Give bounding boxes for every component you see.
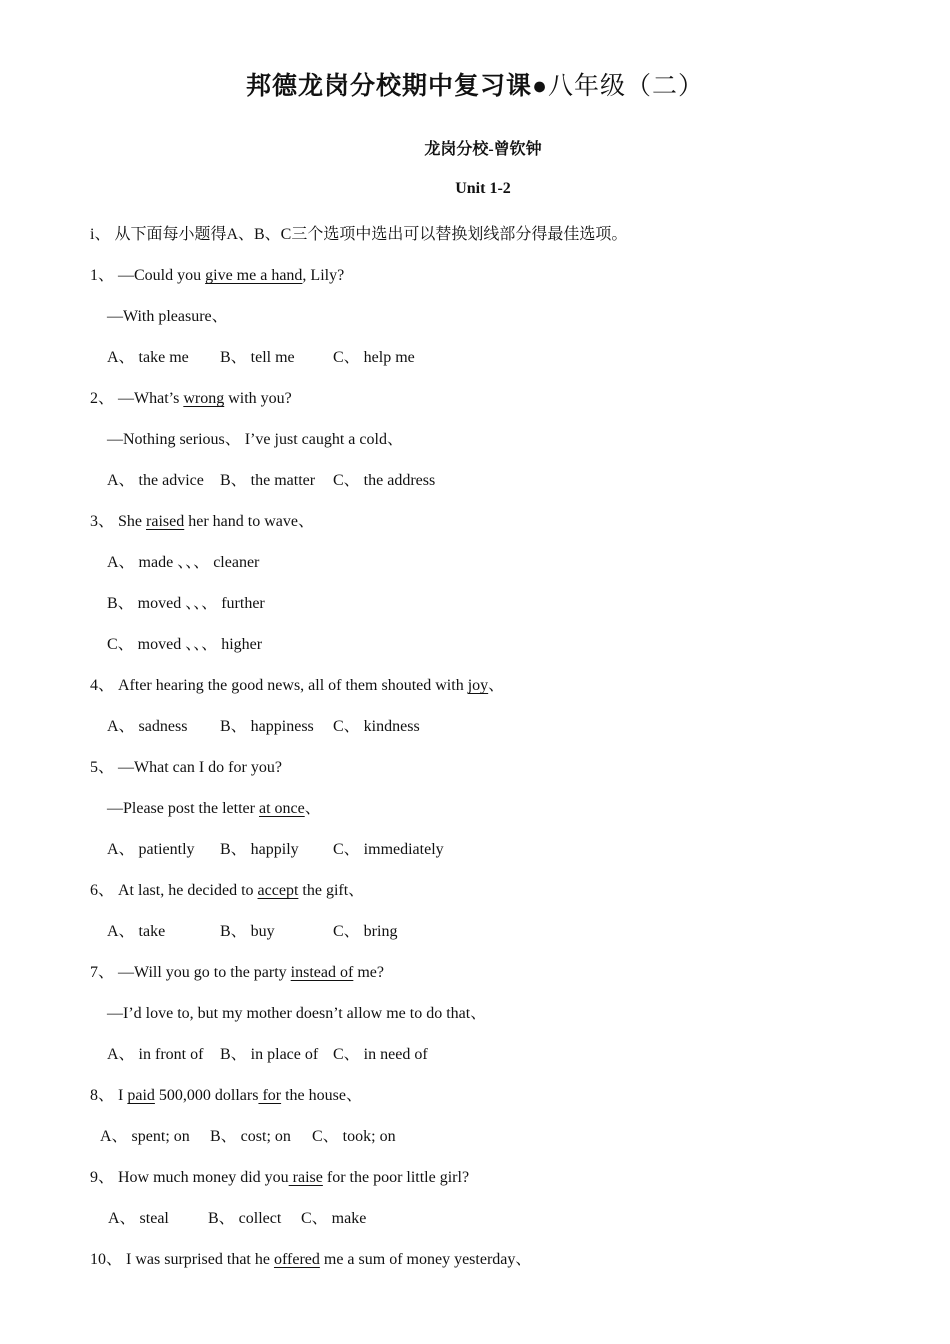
underlined-phrase: instead of <box>290 964 354 981</box>
title-main: 邦德龙岗分校期中复习课● <box>245 73 549 100</box>
question-2-reply: —Nothing serious、 I’ve just caught a cold、 <box>107 431 403 448</box>
option-b: B、 cost; on <box>210 1128 291 1145</box>
option-b: B、 buy <box>220 923 275 940</box>
option-c: C、 kindness <box>333 718 420 735</box>
option-b: B、 happily <box>220 841 299 858</box>
question-2: 2、 —What’s wrong with you? <box>90 390 292 407</box>
option-b: B、 happiness <box>220 718 314 735</box>
option-c: C、 took; on <box>312 1128 396 1145</box>
unit-heading: Unit 1-2 <box>455 180 511 197</box>
option-b: B、 tell me <box>220 349 295 366</box>
option-b: B、 collect <box>208 1210 282 1227</box>
page-title <box>0 66 950 102</box>
underlined-phrase: accept <box>257 882 299 899</box>
underlined-phrase: raise <box>288 1169 323 1186</box>
option-c: C、 help me <box>333 349 415 366</box>
instruction: i、 从下面每小题得A、B、C三个选项中选出可以替换划线部分得最佳选项。 <box>90 226 628 243</box>
question-5: 5、 —What can I do for you? <box>90 759 282 776</box>
question-1-reply: —With pleasure、 <box>107 308 228 325</box>
option-b: B、 the matter <box>220 472 316 489</box>
option-b: B、 in place of <box>220 1046 319 1063</box>
option-a: A、 spent; on <box>100 1128 190 1145</box>
underlined-phrase: wrong <box>183 390 225 407</box>
question-9: 9、 How much money did you raise for the poor little girl? <box>90 1169 470 1186</box>
question-7: 7、 —Will you go to the party instead of me? <box>90 964 384 981</box>
option-a: A、 patiently <box>107 841 195 858</box>
question-1: 1、 —Could you give me a hand, Lily? <box>90 267 345 284</box>
underlined-phrase: offered <box>273 1251 320 1268</box>
title-grade: 八年级（二） <box>548 73 705 100</box>
underlined-phrase: at once <box>258 800 305 817</box>
question-10: 10、 I was surprised that he offered me a sum of money yesterday、 <box>90 1251 532 1268</box>
question-3: 3、 She raised her hand to wave、 <box>90 513 314 530</box>
question-7-reply: —I’d love to, but my mother doesn’t allow me to do that、 <box>107 1005 487 1022</box>
option-a: A、 steal <box>108 1210 169 1227</box>
question-6: 6、 At last, he decided to accept the gift、 <box>90 882 365 899</box>
option-b: B、 moved 、、、 further <box>107 595 265 612</box>
underlined-phrase: give me a hand <box>205 267 303 284</box>
option-c: C、 moved 、、、 higher <box>107 636 263 653</box>
option-a: A、 in front of <box>107 1046 204 1063</box>
option-c: C、 immediately <box>333 841 444 858</box>
question-8: 8、 I paid 500,000 dollars for the house、 <box>90 1087 362 1104</box>
option-a: A、 the advice <box>107 472 204 489</box>
underlined-phrase: joy <box>467 677 489 694</box>
option-a: A、 take me <box>107 349 189 366</box>
option-a: A、 sadness <box>107 718 188 735</box>
underlined-phrase: for <box>258 1087 282 1104</box>
option-c: C、 in need of <box>333 1046 428 1063</box>
underlined-phrase: paid <box>127 1087 155 1104</box>
option-c: C、 make <box>301 1210 367 1227</box>
option-c: C、 the address <box>333 472 436 489</box>
question-4: 4、 After hearing the good news, all of them shouted with joy、 <box>90 677 505 694</box>
option-a: A、 take <box>107 923 166 940</box>
option-c: C、 bring <box>333 923 398 940</box>
option-a: A、 made 、、、 cleaner <box>107 554 260 571</box>
underlined-phrase: raised <box>146 513 185 530</box>
author-line: 龙岗分校-曾钦钟 <box>424 141 542 158</box>
question-5-reply: —Please post the letter at once、 <box>107 800 321 817</box>
